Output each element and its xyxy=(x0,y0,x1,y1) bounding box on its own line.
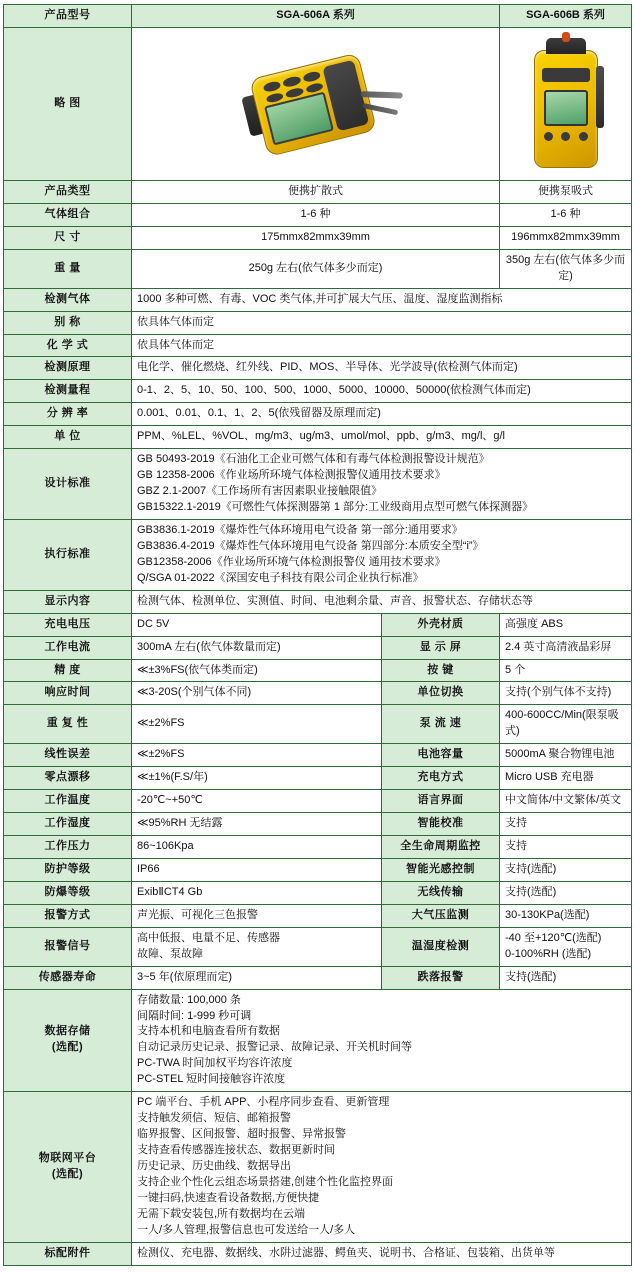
table-row-repeatability xyxy=(4,705,632,744)
label-diagram: 略 图 xyxy=(4,27,132,180)
label-zero-drift: 零点漂移 xyxy=(4,767,132,790)
label-working-pressure: 工作压力 xyxy=(4,836,132,859)
data-storage-line: 支持本机和电脑查看所有数据 xyxy=(137,1025,280,1038)
label-detection-range: 检测量程 xyxy=(4,380,132,403)
design-standard-line: GBZ 2.1-2007《工作场所有害因素职业接触限值》 xyxy=(137,485,383,498)
iot-platform-line: 一键扫码,快速查看设备数据,方便快捷 xyxy=(137,1191,320,1204)
label-working-humidity: 工作湿度 xyxy=(4,813,132,836)
value-unit-switch: 支持(个别气体不支持) xyxy=(500,682,632,705)
label-temp-humidity-detection: 温湿度检测 xyxy=(382,927,500,966)
data-storage-line: 存储数量: 100,000 条 xyxy=(137,993,241,1006)
value-lifecycle-monitoring: 支持 xyxy=(500,836,632,859)
label-working-current: 工作电流 xyxy=(4,636,132,659)
table-row-model xyxy=(4,5,632,28)
label-detect-gas: 检测气体 xyxy=(4,288,132,311)
label-protection-level: 防护等级 xyxy=(4,858,132,881)
label-linear-error: 线性误差 xyxy=(4,744,132,767)
value-display-screen: 2.4 英寸高清液晶彩屏 xyxy=(500,636,632,659)
value-working-current: 300mA 左右(依气体数量而定) xyxy=(132,636,382,659)
iot-platform-line: 临界报警、区间报警、超时报警、异常报警 xyxy=(137,1128,346,1141)
label-unit-switch: 单位切换 xyxy=(382,682,500,705)
label-resolution: 分 辨 率 xyxy=(4,403,132,426)
label-wireless-transmission: 无线传输 xyxy=(382,881,500,904)
table-row-weight xyxy=(4,249,632,288)
label-lifecycle-monitoring: 全生命周期监控 xyxy=(382,836,500,859)
label-dimension: 尺 寸 xyxy=(4,226,132,249)
label-response-time: 响应时间 xyxy=(4,682,132,705)
label-charge-voltage: 充电电压 xyxy=(4,613,132,636)
value-charge-voltage: DC 5V xyxy=(132,613,382,636)
value-shell-material: 高强度 ABS xyxy=(500,613,632,636)
table-row-detection-range xyxy=(4,380,632,403)
label-charging-method: 充电方式 xyxy=(382,767,500,790)
value-battery-capacity: 5000mA 聚合物锂电池 xyxy=(500,744,632,767)
value-unit: PPM、%LEL、%VOL、mg/m3、ug/m3、umol/mol、ppb、g/m3、mg/l、g/l xyxy=(132,426,632,449)
table-row-charge-voltage xyxy=(4,613,632,636)
value-exec-standard xyxy=(132,519,632,590)
value-drop-alarm: 支持(选配) xyxy=(500,966,632,989)
value-accuracy: ≪±3%FS(依气体类而定) xyxy=(132,659,382,682)
label-exec-standard: 执行标准 xyxy=(4,519,132,590)
portable-pump-suction-gas-detector-image xyxy=(524,36,608,172)
data-storage-line: PC-TWA 时间加权平均容许浓度 xyxy=(137,1057,293,1070)
value-protection-level: IP66 xyxy=(132,858,382,881)
label-working-temperature: 工作温度 xyxy=(4,790,132,813)
table-row-response-time xyxy=(4,682,632,705)
table-row-accuracy xyxy=(4,659,632,682)
label-detection-principle: 检测原理 xyxy=(4,357,132,380)
label-sensor-life: 传感器寿命 xyxy=(4,966,132,989)
label-smart-calibration: 智能校准 xyxy=(382,813,500,836)
table-row-accessories xyxy=(4,1242,632,1265)
value-product-type-a: 便携扩散式 xyxy=(132,180,500,203)
label-repeatability: 重 复 性 xyxy=(4,705,132,744)
table-row-diagram xyxy=(4,27,632,180)
model-b-header: SGA-606B 系列 xyxy=(500,5,632,28)
label-chemical-formula: 化 学 式 xyxy=(4,334,132,357)
diagram-cell-b xyxy=(500,27,632,180)
label-display-content: 显示内容 xyxy=(4,590,132,613)
value-linear-error: ≪±2%FS xyxy=(132,744,382,767)
value-alarm-method: 声光振、可视化三色报警 xyxy=(132,904,382,927)
value-buttons: 5 个 xyxy=(500,659,632,682)
value-detect-gas: 1000 多种可燃、有毒、VOC 类气体,并可扩展大气压、温度、湿度监测指标 xyxy=(132,288,632,311)
value-detection-range: 0-1、2、5、10、50、100、500、1000、5000、10000、50000(依检测气体而定) xyxy=(132,380,632,403)
product-spec-table xyxy=(3,4,632,1266)
iot-platform-line: 支持查看传感器连接状态、数据更新时间 xyxy=(137,1144,335,1156)
iot-platform-line: 无需下载安装包,所有数据均在云端 xyxy=(137,1207,306,1220)
table-row-working-pressure xyxy=(4,836,632,859)
iot-platform-line: 支持企业个性化云组态场景搭建,创建个性化监控界面 xyxy=(137,1175,394,1188)
label-language-interface: 语言界面 xyxy=(382,790,500,813)
table-row-exec-standard xyxy=(4,519,632,590)
table-row-resolution xyxy=(4,403,632,426)
value-resolution: 0.001、0.01、0.1、1、2、5(依残留器及原理而定) xyxy=(132,403,632,426)
label-accessories: 标配附件 xyxy=(4,1242,132,1265)
table-row-gas-combination xyxy=(4,203,632,226)
value-pump-flow: 400-600CC/Min(限泵吸式) xyxy=(500,705,632,744)
design-standard-line: GB 50493-2019《石油化工企业可燃气体和有毒气体检测报警设计规范》 xyxy=(137,453,490,466)
value-alias: 依具体气体而定 xyxy=(132,311,632,334)
iot-platform-line: 支持触发须信、短信、邮箱报警 xyxy=(137,1112,291,1125)
label-iot-platform xyxy=(4,1092,132,1242)
label-unit: 单 位 xyxy=(4,426,132,449)
label-pump-flow: 泵 流 速 xyxy=(382,705,500,744)
label-battery-capacity: 电池容量 xyxy=(382,744,500,767)
table-row-alias xyxy=(4,311,632,334)
label-alias: 别 称 xyxy=(4,311,132,334)
design-standard-line: GB15322.1-2019《可燃性气体探测器第 1 部分:工业级商用点型可燃气体探测器》 xyxy=(137,501,534,513)
alarm-signal-line: 故障、泵故障 xyxy=(137,947,203,960)
value-working-humidity: ≪95%RH 无结露 xyxy=(132,813,382,836)
model-a-header: SGA-606A 系列 xyxy=(132,5,500,28)
table-row-unit xyxy=(4,426,632,449)
data-storage-label-line1: 数据存储 xyxy=(44,1025,91,1038)
label-drop-alarm: 跌落报警 xyxy=(382,966,500,989)
value-dimension-a: 175mmx82mmx39mm xyxy=(132,226,500,249)
label-shell-material: 外壳材质 xyxy=(382,613,500,636)
diagram-cell-a xyxy=(132,27,500,180)
table-row-protection-level xyxy=(4,858,632,881)
table-row-sensor-life xyxy=(4,966,632,989)
value-accessories: 检测仪、充电器、数据线、水阱过滤器、鳄鱼夹、说明书、合格证、包装箱、出货单等 xyxy=(132,1242,632,1265)
exec-standard-line: Q/SGA 01-2022《深国安电子科技有限公司企业执行标准》 xyxy=(137,571,424,584)
label-gas-combination: 气体组合 xyxy=(4,203,132,226)
table-row-linear-error xyxy=(4,744,632,767)
value-temp-humidity-detection xyxy=(500,927,632,966)
table-row-detection-principle xyxy=(4,357,632,380)
table-row-explosion-level xyxy=(4,881,632,904)
value-response-time: ≪3-20S(个别气体不同) xyxy=(132,682,382,705)
table-row-iot-platform xyxy=(4,1092,632,1242)
exec-standard-line: GB12358-2006《作业场所环境气体检测报警仪 通用技术要求》 xyxy=(137,555,446,568)
data-storage-label-line2: (选配) xyxy=(51,1041,84,1054)
label-product-model: 产品型号 xyxy=(4,5,132,28)
label-data-storage xyxy=(4,989,132,1092)
value-detection-principle: 电化学、催化燃烧、红外线、PID、MOS、半导体、光学波导(依检测气体而定) xyxy=(132,357,632,380)
data-storage-line: 间隔时间: 1-999 秒可调 xyxy=(137,1009,252,1022)
value-wireless-transmission: 支持(选配) xyxy=(500,881,632,904)
value-data-storage xyxy=(132,989,632,1092)
temp-humidity-line: -40 至+120℃(选配) xyxy=(505,931,602,944)
iot-platform-line: 一人/多人管理,报警信息也可发送给一人/多人 xyxy=(137,1223,356,1236)
iot-platform-line: PC 端平台、手机 APP、小程序同步查看、更新管理 xyxy=(137,1096,390,1109)
alarm-signal-line: 高中低报、电量不足、传感器 xyxy=(137,931,280,944)
value-atmospheric-pressure-monitoring: 30-130KPa(选配) xyxy=(500,904,632,927)
label-alarm-signal: 报警信号 xyxy=(4,927,132,966)
value-weight-a: 250g 左右(依气体多少而定) xyxy=(132,249,500,288)
value-working-pressure: 86~106Kpa xyxy=(132,836,382,859)
iot-platform-label-line2: (选配) xyxy=(51,1167,84,1180)
label-product-type: 产品类型 xyxy=(4,180,132,203)
iot-platform-line: 历史记录、历史曲线、数据导出 xyxy=(137,1159,291,1172)
label-display-screen: 显 示 屏 xyxy=(382,636,500,659)
value-language-interface: 中文简体/中文繁体/英文 xyxy=(500,790,632,813)
table-row-alarm-signal xyxy=(4,927,632,966)
exec-standard-line: GB3836.1-2019《爆炸性气体环境用电气设备 第一部分:通用要求》 xyxy=(137,523,463,536)
label-accuracy: 精 度 xyxy=(4,659,132,682)
value-repeatability: ≪±2%FS xyxy=(132,705,382,744)
value-gas-combination-a: 1-6 种 xyxy=(132,203,500,226)
value-sensor-life: 3~5 年(依原理而定) xyxy=(132,966,382,989)
table-row-working-humidity xyxy=(4,813,632,836)
table-row-alarm-method xyxy=(4,904,632,927)
label-design-standard: 设计标准 xyxy=(4,449,132,520)
value-zero-drift: ≪±1%(F.S/年) xyxy=(132,767,382,790)
table-row-chemical-formula xyxy=(4,334,632,357)
label-smart-light-control: 智能光感控制 xyxy=(382,858,500,881)
portable-diffusion-gas-detector-image xyxy=(230,33,402,174)
exec-standard-line: GB3836.4-2019《爆炸性气体环境用电气设备 第四部分:本质安全型“i”》 xyxy=(137,539,484,552)
table-row-product-type xyxy=(4,180,632,203)
label-atmospheric-pressure-monitoring: 大气压监测 xyxy=(382,904,500,927)
temp-humidity-line: 0-100%RH (选配) xyxy=(505,947,592,960)
label-explosion-level: 防爆等级 xyxy=(4,881,132,904)
value-iot-platform xyxy=(132,1092,632,1242)
table-row-design-standard xyxy=(4,449,632,520)
value-working-temperature: -20℃~+50℃ xyxy=(132,790,382,813)
iot-platform-label-line1: 物联网平台 xyxy=(38,1151,97,1164)
value-weight-b: 350g 左右(依气体多少而定) xyxy=(500,249,632,288)
design-standard-line: GB 12358-2006《作业场所环境气体检测报警仪通用技术要求》 xyxy=(137,469,446,482)
data-storage-line: PC-STEL 短时间接触容许浓度 xyxy=(137,1073,286,1086)
table-row-dimension xyxy=(4,226,632,249)
label-alarm-method: 报警方式 xyxy=(4,904,132,927)
value-charging-method: Micro USB 充电器 xyxy=(500,767,632,790)
table-row-detect-gas xyxy=(4,288,632,311)
label-buttons: 按 键 xyxy=(382,659,500,682)
table-row-zero-drift xyxy=(4,767,632,790)
value-display-content: 检测气体、检测单位、实测值、时间、电池剩余量、声音、报警状态、存储状态等 xyxy=(132,590,632,613)
value-smart-calibration: 支持 xyxy=(500,813,632,836)
value-alarm-signal xyxy=(132,927,382,966)
value-gas-combination-b: 1-6 种 xyxy=(500,203,632,226)
data-storage-line: 自动记录历史记录、报警记录、故障记录、开关机时间等 xyxy=(137,1041,412,1054)
value-chemical-formula: 依具体气体而定 xyxy=(132,334,632,357)
label-weight: 重 量 xyxy=(4,249,132,288)
value-design-standard xyxy=(132,449,632,520)
value-product-type-b: 便携泵吸式 xyxy=(500,180,632,203)
table-row-display-content xyxy=(4,590,632,613)
table-row-data-storage xyxy=(4,989,632,1092)
value-smart-light-control: 支持(选配) xyxy=(500,858,632,881)
value-explosion-level: ExibⅡCT4 Gb xyxy=(132,881,382,904)
table-row-working-current xyxy=(4,636,632,659)
table-row-working-temperature xyxy=(4,790,632,813)
value-dimension-b: 196mmx82mmx39mm xyxy=(500,226,632,249)
